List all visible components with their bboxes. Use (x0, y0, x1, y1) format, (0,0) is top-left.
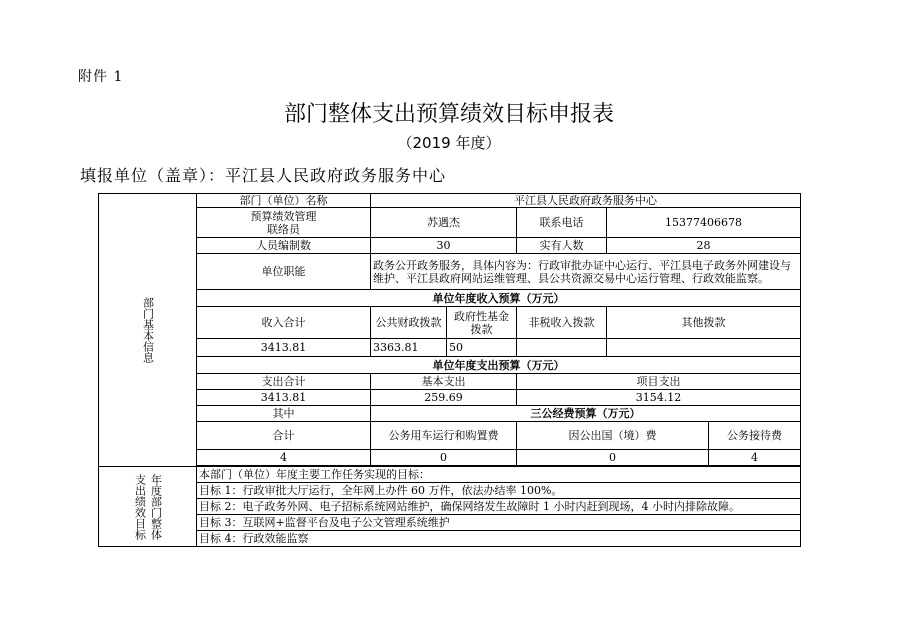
income-col-nontax: 非税收入拨款 (517, 307, 607, 339)
filling-unit: 填报单位（盖章）：平江县人民政府政务服务中心 (80, 166, 447, 185)
income-val-fund: 50 (447, 339, 517, 357)
goal-item-4: 目标 4：行政效能监察 (197, 531, 801, 547)
goals-intro: 本部门（单位）年度主要工作任务实现的目标： (197, 467, 801, 483)
contact-label-line2: 联络员 (267, 222, 300, 236)
attachment-label: 附件 1 (78, 69, 124, 85)
actual-staff-value: 28 (607, 238, 801, 254)
contact-label (197, 208, 371, 238)
income-val-total: 3413.81 (197, 339, 371, 357)
three-public-col-total: 合计 (197, 422, 371, 450)
three-public-val-car: 0 (371, 450, 517, 466)
expense-col-total: 支出合计 (197, 374, 371, 390)
goal-item-3: 目标 3：互联网+监督平台及电子公文管理系统维护 (197, 515, 801, 531)
three-public-col-abroad: 因公出国（境）费 (517, 422, 709, 450)
income-col-fund: 政府性基金拨款 (447, 307, 517, 339)
contact-value: 苏遇杰 (371, 208, 517, 238)
income-val-public: 3363.81 (371, 339, 447, 357)
contact-label-line1: 预算绩效管理 (250, 209, 317, 223)
function-value: 政务公开政务服务，具体内容为：行政审批办证中心运行、平江县电子政务外网建设与维护、平江县政府网站运维管理、县公共资源交易中心运行管理、行政效能监察。 (371, 254, 801, 290)
goals-label-left: 年度部门整体 (149, 473, 163, 540)
staff-quota-value: 30 (371, 238, 517, 254)
goals-section (99, 467, 197, 547)
three-public-val-abroad: 0 (517, 450, 709, 466)
basic-info-label: 部门基本信息 (141, 297, 155, 363)
income-header: 单位年度收入预算（万元） (197, 290, 801, 307)
basic-info-section (99, 194, 197, 467)
income-val-other (607, 339, 801, 357)
three-public-header: 三公经费预算（万元） (371, 406, 801, 422)
year-label: （2019 年度） (397, 134, 501, 152)
staff-quota-label: 人员编制数 (197, 238, 371, 254)
actual-staff-label: 实有人数 (517, 238, 607, 254)
phone-value: 15377406678 (607, 208, 801, 238)
expense-val-total: 3413.81 (197, 390, 371, 406)
dept-value: 平江县人民政府政务服务中心 (371, 194, 801, 208)
budget-table (98, 193, 801, 547)
of-which-label: 其中 (197, 406, 371, 422)
expense-col-basic: 基本支出 (371, 374, 517, 390)
income-col-other: 其他拨款 (607, 307, 801, 339)
income-col-total: 收入合计 (197, 307, 371, 339)
expense-val-project: 3154.12 (517, 390, 801, 406)
three-public-val-reception: 4 (709, 450, 801, 466)
three-public-col-reception: 公务接待费 (709, 422, 801, 450)
page-title: 部门整体支出预算绩效目标申报表 (283, 102, 614, 127)
goal-item-2: 目标 2：电子政务外网、电子招标系统网站维护，确保网络发生故障时 1 小时内赶到现场，4 小时内排除故障。 (197, 499, 801, 515)
phone-label: 联系电话 (517, 208, 607, 238)
expense-col-project: 项目支出 (517, 374, 801, 390)
goals-label-right: 支出绩效目标 (133, 473, 147, 540)
three-public-col-car: 公务用车运行和购置费 (371, 422, 517, 450)
expense-val-basic: 259.69 (371, 390, 517, 406)
expense-header: 单位年度支出预算（万元） (197, 357, 801, 374)
three-public-val-total: 4 (197, 450, 371, 466)
function-label: 单位职能 (197, 254, 371, 290)
income-col-public: 公共财政拨款 (371, 307, 447, 339)
goal-item-1: 目标 1：行政审批大厅运行，全年网上办件 60 万件，依法办结率 100%。 (197, 483, 801, 499)
income-val-nontax (517, 339, 607, 357)
dept-label: 部门（单位）名称 (197, 194, 371, 208)
